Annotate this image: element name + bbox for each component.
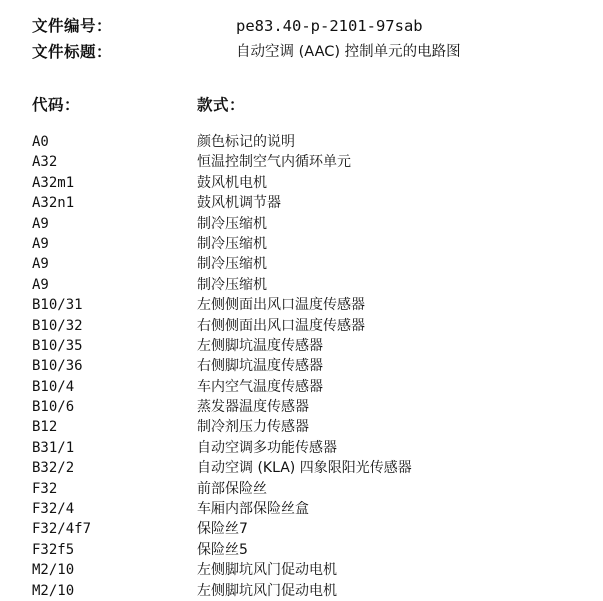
table-row bbox=[32, 295, 592, 315]
table-row bbox=[32, 377, 592, 397]
component-description: 制冷压缩机 bbox=[197, 215, 267, 232]
component-code: A9 bbox=[32, 256, 49, 273]
table-row bbox=[32, 132, 592, 152]
component-code: A9 bbox=[32, 276, 49, 293]
component-code: A32 bbox=[32, 154, 58, 171]
component-code: M2/10 bbox=[32, 582, 75, 599]
component-code: B10/35 bbox=[32, 337, 83, 354]
component-description: 保险丝5 bbox=[197, 541, 248, 558]
table-row bbox=[32, 356, 592, 376]
component-description: 左侧脚坑风门促动电机 bbox=[197, 582, 337, 599]
component-description: 左侧脚坑温度传感器 bbox=[197, 337, 323, 354]
component-description: 左侧脚坑风门促动电机 bbox=[197, 562, 337, 579]
component-description: 右侧侧面出风口温度传感器 bbox=[197, 317, 365, 334]
component-description: 自动空调多功能传感器 bbox=[197, 439, 337, 456]
component-code: A0 bbox=[32, 134, 49, 150]
component-description: 自动空调 (KLA) 四象限阳光传感器 bbox=[197, 460, 412, 477]
component-code: F32f5 bbox=[32, 541, 75, 558]
component-code: B10/4 bbox=[32, 378, 75, 395]
component-code: F32/4f7 bbox=[32, 521, 92, 538]
table-row bbox=[32, 275, 592, 295]
table-row bbox=[32, 438, 592, 458]
table-row bbox=[32, 214, 592, 234]
table-header bbox=[32, 94, 592, 116]
component-description: 鼓风机电机 bbox=[197, 174, 267, 191]
table-row bbox=[32, 540, 592, 560]
table-row bbox=[32, 173, 592, 193]
component-code: A32m1 bbox=[32, 174, 75, 191]
component-description: 车内空气温度传感器 bbox=[197, 378, 323, 395]
table-row bbox=[32, 193, 592, 213]
component-code: B31/1 bbox=[32, 439, 75, 456]
table-row bbox=[32, 152, 592, 172]
table-row bbox=[32, 397, 592, 417]
component-description: 右侧脚坑温度传感器 bbox=[197, 358, 323, 375]
component-code: B32/2 bbox=[32, 460, 75, 477]
component-code: B12 bbox=[32, 419, 58, 436]
component-description: 保险丝7 bbox=[197, 521, 248, 538]
component-code: F32/4 bbox=[32, 501, 75, 518]
component-description: 颜色标记的说明 bbox=[197, 134, 295, 150]
component-description: 制冷剂压力传感器 bbox=[197, 419, 309, 436]
component-code: B10/6 bbox=[32, 399, 75, 416]
component-code: B10/36 bbox=[32, 358, 83, 375]
component-description: 制冷压缩机 bbox=[197, 235, 267, 252]
document-number-label: 文件编号： bbox=[32, 17, 113, 35]
component-code: F32 bbox=[32, 480, 58, 497]
component-description: 蒸发器温度传感器 bbox=[197, 399, 309, 416]
table-row bbox=[32, 519, 592, 539]
table-row bbox=[32, 458, 592, 478]
component-code: B10/32 bbox=[32, 317, 83, 334]
table-row bbox=[32, 316, 592, 336]
description-column-header: 款式： bbox=[197, 96, 246, 114]
table-row bbox=[32, 581, 592, 601]
component-description: 恒温控制空气内循环单元 bbox=[197, 154, 351, 171]
component-list bbox=[32, 132, 592, 601]
component-code: A9 bbox=[32, 215, 49, 232]
component-description: 鼓风机调节器 bbox=[197, 195, 281, 212]
document-title-value: 自动空调 (AAC) 控制单元的电路图 bbox=[236, 44, 461, 60]
component-code: B10/31 bbox=[32, 297, 83, 314]
table-row bbox=[32, 499, 592, 519]
table-row bbox=[32, 254, 592, 274]
component-description: 前部保险丝 bbox=[197, 480, 267, 497]
component-description: 左侧侧面出风口温度传感器 bbox=[197, 297, 365, 314]
component-description: 制冷压缩机 bbox=[197, 276, 267, 293]
document-number-value: pe83.40-p-2101-97sab bbox=[236, 17, 423, 35]
component-code: A32n1 bbox=[32, 195, 75, 212]
table-row bbox=[32, 234, 592, 254]
component-code: M2/10 bbox=[32, 562, 75, 579]
document-title-label: 文件标题： bbox=[32, 43, 113, 61]
table-row bbox=[32, 417, 592, 437]
component-description: 车厢内部保险丝盒 bbox=[197, 501, 309, 518]
table-row bbox=[32, 336, 592, 356]
table-row bbox=[32, 560, 592, 580]
table-row bbox=[32, 479, 592, 499]
component-code: A9 bbox=[32, 235, 49, 252]
code-column-header: 代码： bbox=[32, 96, 81, 114]
component-description: 制冷压缩机 bbox=[197, 256, 267, 273]
